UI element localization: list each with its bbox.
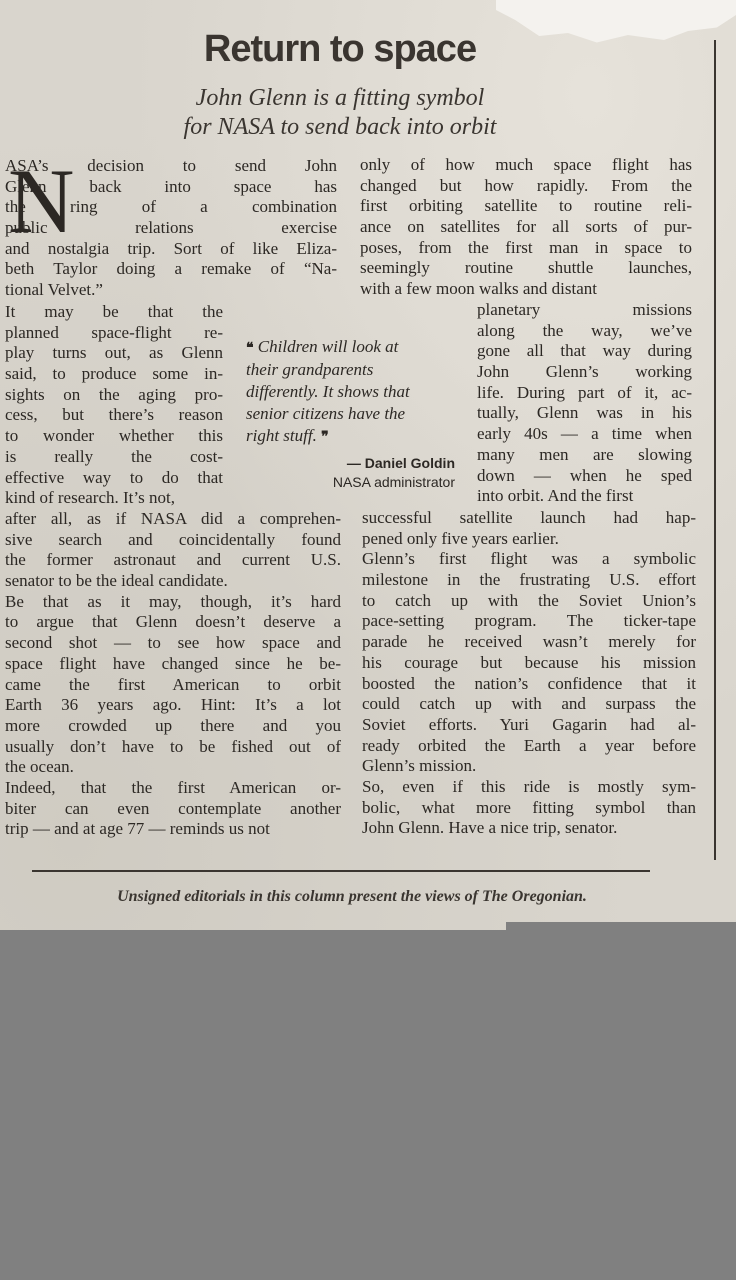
text-line: biter can even contemplate another [5,798,341,818]
col1-top [5,150,337,301]
col2-top [360,155,692,300]
text-line: planetary missions [477,300,692,319]
text-line: more crowded up there and you [5,715,341,735]
text-line: changed but how rapidly. From the [360,175,692,195]
text-line: ance on satellites for all sorts of pur- [360,217,692,237]
column-rule [714,40,716,860]
text-line: could catch up with and surpass the [362,694,696,714]
text-line: second shot — to see how space and [5,633,341,653]
text-line: play turns out, as Glenn [5,343,223,363]
pull-quote-line: senior citizens have the [246,404,406,423]
text-line: space flight have changed since he be- [5,653,341,673]
text-line: pace-setting program. The ticker-tape [362,611,696,631]
drop-cap: N [8,150,75,252]
text-line: and nostalgia trip. Sort of like Eliza- [5,238,337,258]
text-line: life. During part of it, ac- [477,382,692,402]
text-line: the ocean. [5,757,74,777]
text-line: seemingly routine shuttle launches, [360,258,692,278]
attribution-name: — Daniel Goldin [346,455,455,471]
headline: Return to space [203,28,477,70]
text-line: gone all that way during [477,341,692,361]
col2-bottom [362,508,696,839]
text-line: with a few moon walks and distant [360,279,598,299]
text-line: milestone in the frustrating U.S. effort [362,570,696,590]
text-line: Glenn’s first flight was a symbolic [362,549,696,569]
text-line: poses, from the first man in space to [360,237,692,257]
text-line: Soviet efforts. Yuri Gagarin had al- [362,714,696,734]
text-line: cess, but there’s reason [5,405,223,425]
text-line: said, to produce some in- [5,364,223,384]
text-line: first orbiting satellite to routine reli- [360,196,692,216]
text-line: into orbit. And the first [477,486,634,506]
pull-quote [246,336,466,448]
text-line: to catch up with the Soviet Union’s [362,590,696,610]
col1-mid [5,302,223,509]
pull-quote-line: ❝ Children will look at [246,337,399,356]
text-line: sive search and coincidentally found [5,529,341,549]
close-quote-mark: ❞ [321,429,329,445]
pull-quote-line: differently. It shows that [246,382,410,401]
text-line: John Glenn’s working [477,362,692,382]
text-line: his courage but because his mission [362,652,696,672]
text-line: beth Taylor doing a remake of “Na- [5,259,337,279]
text-line: trip — and at age 77 — reminds us not [5,819,270,839]
attribution-title: NASA administrator [332,474,455,490]
text-line: to argue that Glenn doesn’t deserve a [5,612,341,632]
text-line: ASA’s decision to send John [5,156,337,175]
footer-note: Unsigned editorials in this column present the views of The Oregonian. [117,888,587,905]
subheadline-line-1: John Glenn is a fitting symbol [195,85,485,111]
text-line: boosted the nation’s confidence that it [362,673,696,693]
text-line: bolic, what more fitting symbol than [362,797,696,817]
text-line: Be that as it may, though, it’s hard [5,591,341,611]
text-line: John Glenn. Have a nice trip, senator. [362,818,618,838]
subheadline-line-2: for NASA to send back into orbit [183,114,497,140]
text-line: It may be that the [5,302,223,321]
text-line: many men are slowing [477,444,692,464]
text-line: tually, Glenn was in his [477,403,692,423]
text-line: down — when he sped [477,465,692,485]
text-line: planned space-flight re- [5,322,223,342]
text-line: along the way, we’ve [477,320,692,340]
text-line: after all, as if NASA did a comprehen- [5,509,341,528]
text-line: public relations exercise [5,218,337,238]
col2-mid [477,300,692,507]
text-line: usually don’t have to be fished out of [5,736,341,756]
footer-rule [32,870,650,872]
text-line: Glenn’s mission. [362,756,477,776]
text-line: is really the cost- [5,446,223,466]
text-line: parade he received wasn’t merely for [362,632,696,652]
text-line: came the first American to orbit [5,674,341,694]
text-line: effective way to do that [5,467,223,487]
text-line: pened only five years earlier. [362,528,559,548]
text-line: to wonder whether this [5,426,223,446]
text-line: So, even if this ride is mostly sym- [362,776,696,796]
subheadline [0,84,680,142]
open-quote-mark: ❝ [246,340,254,356]
text-line: senator to be the ideal candidate. [5,571,228,591]
text-line: the former astronaut and current U.S. [5,550,341,570]
text-line: kind of research. It’s not, [5,488,175,508]
text-line: early 40s — a time when [477,424,692,444]
text-line: the ring of a combination [5,197,337,217]
text-line: Earth 36 years ago. Hint: It’s a lot [5,695,341,715]
text-line: tional Velvet.” [5,280,103,300]
scan-edge [506,922,736,932]
text-line: Glenn back into space has [5,176,337,196]
pull-quote-line: their grandparents [246,360,374,379]
text-line: successful satellite launch had hap- [362,508,696,527]
col1-bottom [5,509,341,840]
text-line: only of how much space flight has [360,155,692,174]
pull-quote-line: right stuff. ❞ [246,426,329,445]
text-line: sights on the aging pro- [5,384,223,404]
text-line: ready orbited the Earth a year before [362,735,696,755]
text-line: Indeed, that the first American or- [5,777,341,797]
